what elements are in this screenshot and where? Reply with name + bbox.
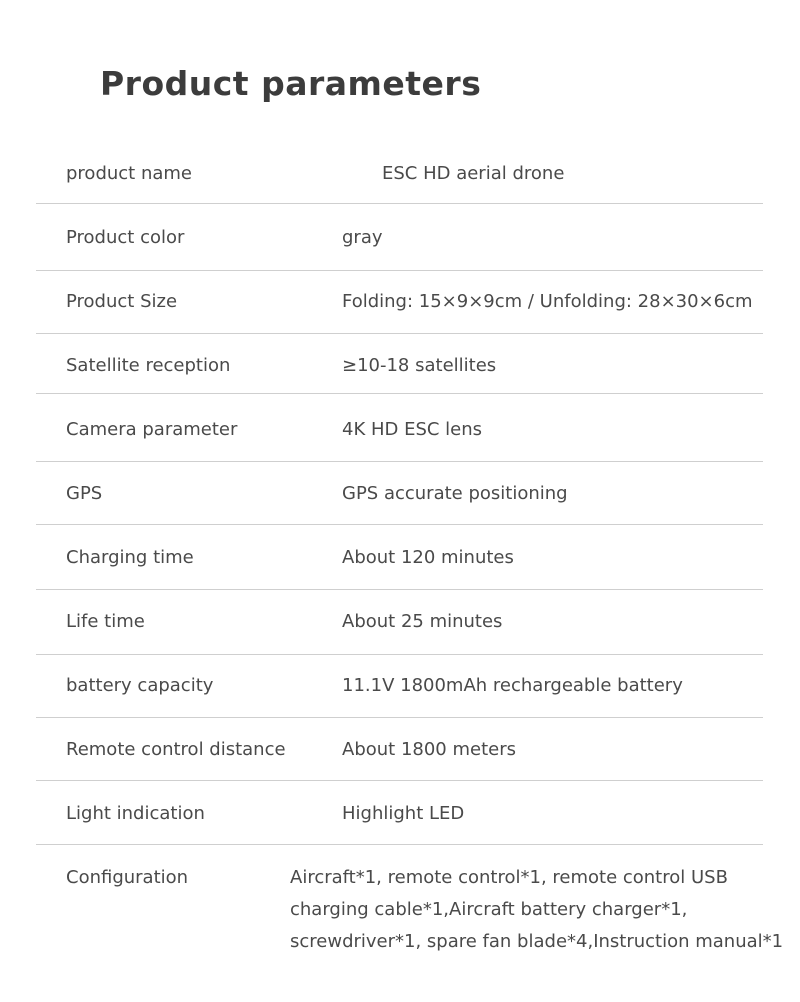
row-divider [36,524,763,525]
spec-label: Camera parameter [66,419,238,440]
configuration-value [290,862,790,958]
page-title: Product parameters [100,64,482,103]
spec-label: product name [66,163,192,184]
row-divider [36,780,763,781]
spec-value: ESC HD aerial drone [382,163,565,184]
spec-value: 4K HD ESC lens [342,419,483,440]
row-divider [36,203,763,204]
spec-label: Life time [66,611,145,632]
spec-label: Satellite reception [66,355,231,376]
spec-value: ≥10-18 satellites [342,355,497,376]
spec-label: GPS [66,483,103,504]
spec-value: GPS accurate positioning [342,483,568,504]
row-divider [36,654,763,655]
row-divider [36,270,763,271]
spec-label: Charging time [66,547,194,568]
spec-value: Highlight LED [342,803,465,824]
spec-row-configuration [36,862,784,962]
spec-value: 11.1V 1800mAh rechargeable battery [342,675,683,696]
row-divider [36,844,763,845]
spec-label: Product Size [66,291,178,312]
spec-value: About 25 minutes [342,611,503,632]
configuration-line: screwdriver*1, spare fan blade*4,Instruction manual*1 [290,931,784,952]
spec-label: battery capacity [66,675,214,696]
spec-value: About 120 minutes [342,547,514,568]
spec-label: Configuration [66,867,189,888]
spec-value: gray [342,227,383,248]
configuration-line: Aircraft*1, remote control*1, remote control USB [290,867,728,888]
spec-label: Remote control distance [66,739,286,760]
row-divider [36,717,763,718]
row-divider [36,393,763,394]
configuration-line: charging cable*1,Aircraft battery charger*1, [290,899,688,920]
row-divider [36,589,763,590]
spec-value: Folding: 15×9×9cm / Unfolding: 28×30×6cm [342,291,753,312]
spec-label: Light indication [66,803,205,824]
row-divider [36,333,763,334]
spec-label: Product color [66,227,185,248]
row-divider [36,461,763,462]
spec-value: About 1800 meters [342,739,516,760]
